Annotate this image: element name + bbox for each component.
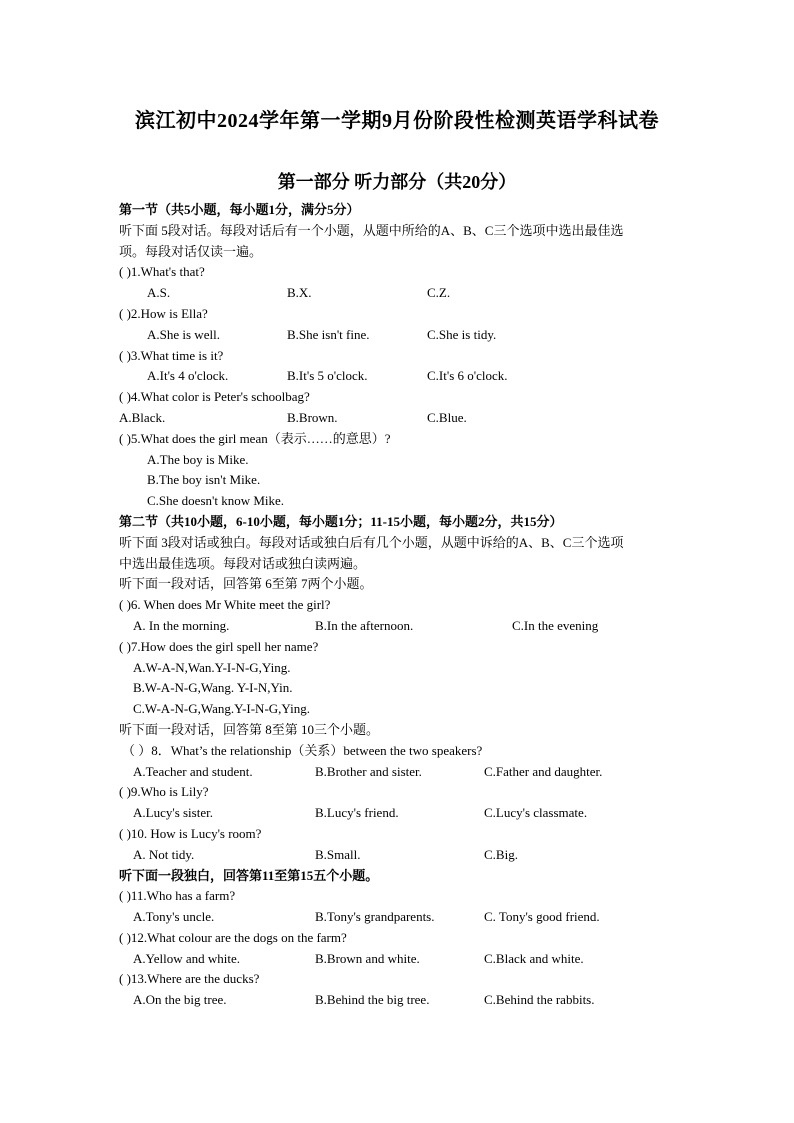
question-2-options [119,325,689,346]
question-4-options [119,408,689,429]
option-a: A.Black. [119,409,166,425]
option-a: A.Tony's uncle. [133,909,215,925]
section2-instruction: 听下面 3段对话或独白。每段对话或独白后有几个小题，从题中诉给的A、B、C三个选项 [119,534,624,550]
question-2-stem: ( )2.How is Ella? [119,305,208,321]
option-a: A. In the morning. [133,617,230,633]
option-a: A. Not tidy. [133,846,195,862]
option-c: C.W-A-N-G,Wang.Y-I-N-G,Ying. [133,701,310,717]
question-13-options [119,990,689,1011]
option-a: A.She is well. [147,326,220,342]
question-11-options [119,907,689,928]
option-a: A.S. [147,285,171,301]
option-b: B.Tony's grandparents. [315,909,435,925]
question-6-stem: ( )6. When does Mr White meet the girl? [119,597,331,613]
option-b: B.Small. [315,846,361,862]
option-a: A.It's 4 o'clock. [147,368,229,384]
question-9-options [119,803,689,824]
option-b: B.Brown. [287,409,338,425]
section2-instruction-cont: 中选出最佳选项。每段对话或独白读两遍。 [119,555,367,571]
question-1-options [119,283,689,304]
option-c: C.Lucy's classmate. [484,805,588,821]
option-a: A.Lucy's sister. [133,805,213,821]
option-a: A.The boy is Mike. [147,451,249,467]
option-c: C.Big. [484,846,518,862]
option-c: C. Tony's good friend. [484,909,600,925]
question-5-stem: ( )5.What does the girl mean（表示……的意思）? [119,430,391,446]
option-c: C.She doesn't know Mike. [147,493,285,509]
option-b: B.Brother and sister. [315,763,422,779]
option-c: C.It's 6 o'clock. [427,368,508,384]
option-a: A.On the big tree. [133,992,227,1008]
question-13-stem: ( )13.Where are the ducks? [119,971,260,987]
option-b: B.Behind the big tree. [315,992,430,1008]
section1-heading: 第一节（共5小题，每小题1分，满分5分） [119,202,360,217]
option-a: A.Teacher and student. [133,763,253,779]
question-10-options [119,845,689,866]
question-8-stem: （ ）8．What’s the relationship（关系）between the two speakers? [122,742,483,758]
option-b: B.It's 5 o'clock. [287,368,368,384]
option-b: B.X. [287,285,312,301]
question-7-stem: ( )7.How does the girl spell her name? [119,638,319,654]
question-4-stem: ( )4.What color is Peter's schoolbag? [119,389,310,405]
question-3-stem: ( )3.What time is it? [119,347,224,363]
exam-title: 滨江初中2024学年第一学期9月份阶段性检测英语学科试卷 [135,110,659,132]
option-c: C.She is tidy. [427,326,497,342]
option-b: B.The boy isn't Mike. [147,472,261,488]
question-6-options [119,616,689,637]
question-10-stem: ( )10. How is Lucy's room? [119,825,262,841]
question-1-stem: ( )1.What's that? [119,264,205,280]
section1-instruction-cont: 项。每段对话仅读一遍。 [119,243,263,259]
monologue-intro: 听下面一段独白，回答第11至第15五个小题。 [119,867,379,883]
option-c: C.Father and daughter. [484,763,603,779]
dialog1-intro: 听下面一段对话，回答第 6至第 7两个小题。 [119,576,373,592]
dialog2-intro: 听下面一段对话，回答第 8至第 10三个小题。 [119,721,380,737]
question-8-options [119,762,689,783]
option-a: A.W-A-N,Wan.Y-I-N-G,Ying. [133,659,291,675]
question-12-stem: ( )12.What colour are the dogs on the farm? [119,929,347,945]
option-c: C.Z. [427,285,451,301]
option-a: A.Yellow and white. [133,950,241,966]
section2-heading: 第二节（共10小题，6-10小题，每小题1分；11-15小题，每小题2分，共15分） [119,513,563,529]
question-12-options [119,949,689,970]
part1-heading: 第一部分 听力部分（共20分） [277,172,517,192]
option-b: B.Lucy's friend. [315,805,399,821]
section1-instruction: 听下面 5段对话。每段对话后有一个小题，从题中所给的A、B、C三个选项中选出最佳选 [119,222,624,238]
option-c: C.Behind the rabbits. [484,992,595,1008]
option-c: C.Blue. [427,409,467,425]
question-9-stem: ( )9.Who is Lily? [119,784,209,800]
listening-section [119,200,689,1011]
option-c: C.In the evening [512,617,599,633]
option-c: C.Black and white. [484,950,584,966]
option-b: B.In the afternoon. [315,617,414,633]
question-11-stem: ( )11.Who has a farm? [119,888,236,904]
question-3-options [119,366,689,387]
option-b: B.W-A-N-G,Wang. Y-I-N,Yin. [133,680,293,696]
option-b: B.Brown and white. [315,950,420,966]
option-b: B.She isn't fine. [287,326,370,342]
